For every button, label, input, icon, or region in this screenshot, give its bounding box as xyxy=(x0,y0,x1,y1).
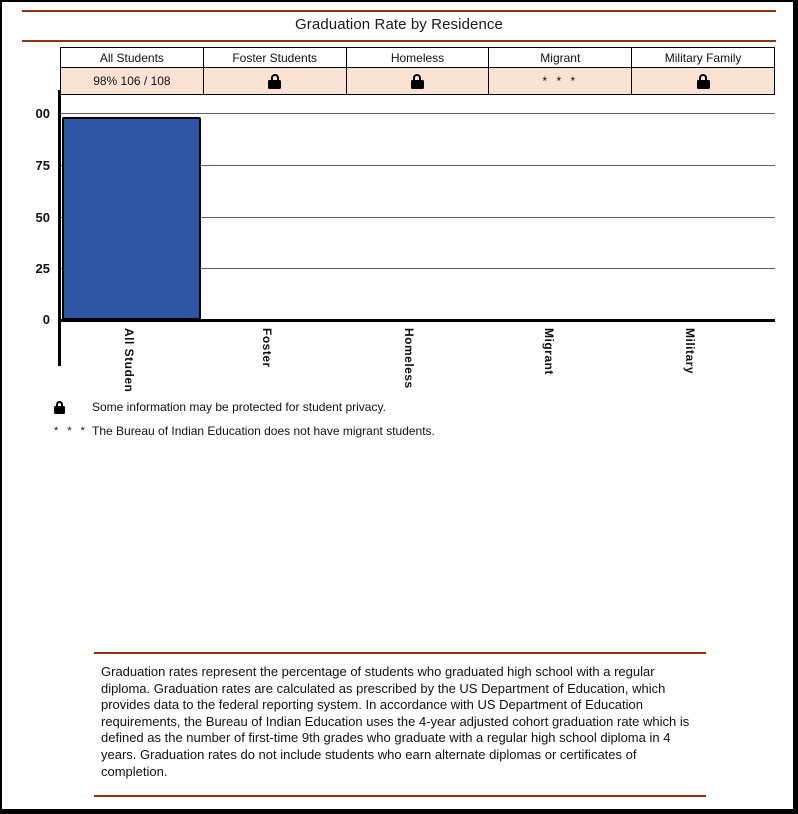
x-tick-label-homeless: Homeless xyxy=(402,328,416,389)
footnote-rule-bottom xyxy=(94,795,706,797)
legend-row-migrant xyxy=(54,424,654,442)
plot-area xyxy=(60,90,775,320)
lock-icon xyxy=(54,400,94,414)
y-tick-label-50: 50 xyxy=(35,210,50,225)
y-tick-label-25: 25 xyxy=(35,261,50,276)
footnote-text: Graduation rates represent the percentage of students who graduated high school with a regular diploma. Graduation rates are calculated as prescribed by the US Department of Education, which provides data to the federal reporting system. In accordance with US Department of Education requirements, the Bureau of Indian Education uses the 4-year adjusted cohort graduation rate which is defined as the number of first-time 9th grades who graduate with a regular high school diploma in 4 years. Graduation rates do not include students who earn alternate diplomas or certificates of completion. xyxy=(101,664,690,779)
legend-text-privacy: Some information may be protected for student privacy. xyxy=(92,400,386,414)
chart-legend xyxy=(54,400,654,442)
footnote-rule-top xyxy=(94,652,706,654)
table-header-cell-all-students: All Students xyxy=(61,48,204,68)
y-tick-label-0: 0 xyxy=(42,312,50,327)
table-header-cell-homeless: Homeless xyxy=(346,48,489,68)
page-title: Graduation Rate by Residence xyxy=(295,16,503,33)
y-axis-line xyxy=(58,90,61,366)
y-tick-label-75: 75 xyxy=(35,158,50,173)
table-value-cell-migrant: * * * xyxy=(489,68,632,95)
table-value-cell-all-students: 98% 106 / 108 xyxy=(61,68,204,95)
x-axis-line xyxy=(58,319,775,322)
gridline-100 xyxy=(60,113,775,114)
x-tick-label-migrant: Migrant xyxy=(542,328,556,375)
x-tick-label-military: Military xyxy=(683,328,697,375)
bar-chart xyxy=(2,2,798,402)
asterisks-icon: * * * xyxy=(54,425,88,437)
legend-row-privacy xyxy=(54,400,654,418)
legend-text-migrant: The Bureau of Indian Education does not have migrant students. xyxy=(92,424,435,438)
y-tick-label-100: 00 xyxy=(35,106,50,121)
table-header-cell-military-family: Military Family xyxy=(632,48,775,68)
table-header-cell-foster-students: Foster Students xyxy=(203,48,346,68)
table-header-cell-migrant: Migrant xyxy=(489,48,632,68)
x-tick-label-foster: Foster xyxy=(260,328,274,368)
x-tick-label-all-students: All Studen xyxy=(122,328,136,393)
bar-all-students xyxy=(62,117,201,320)
